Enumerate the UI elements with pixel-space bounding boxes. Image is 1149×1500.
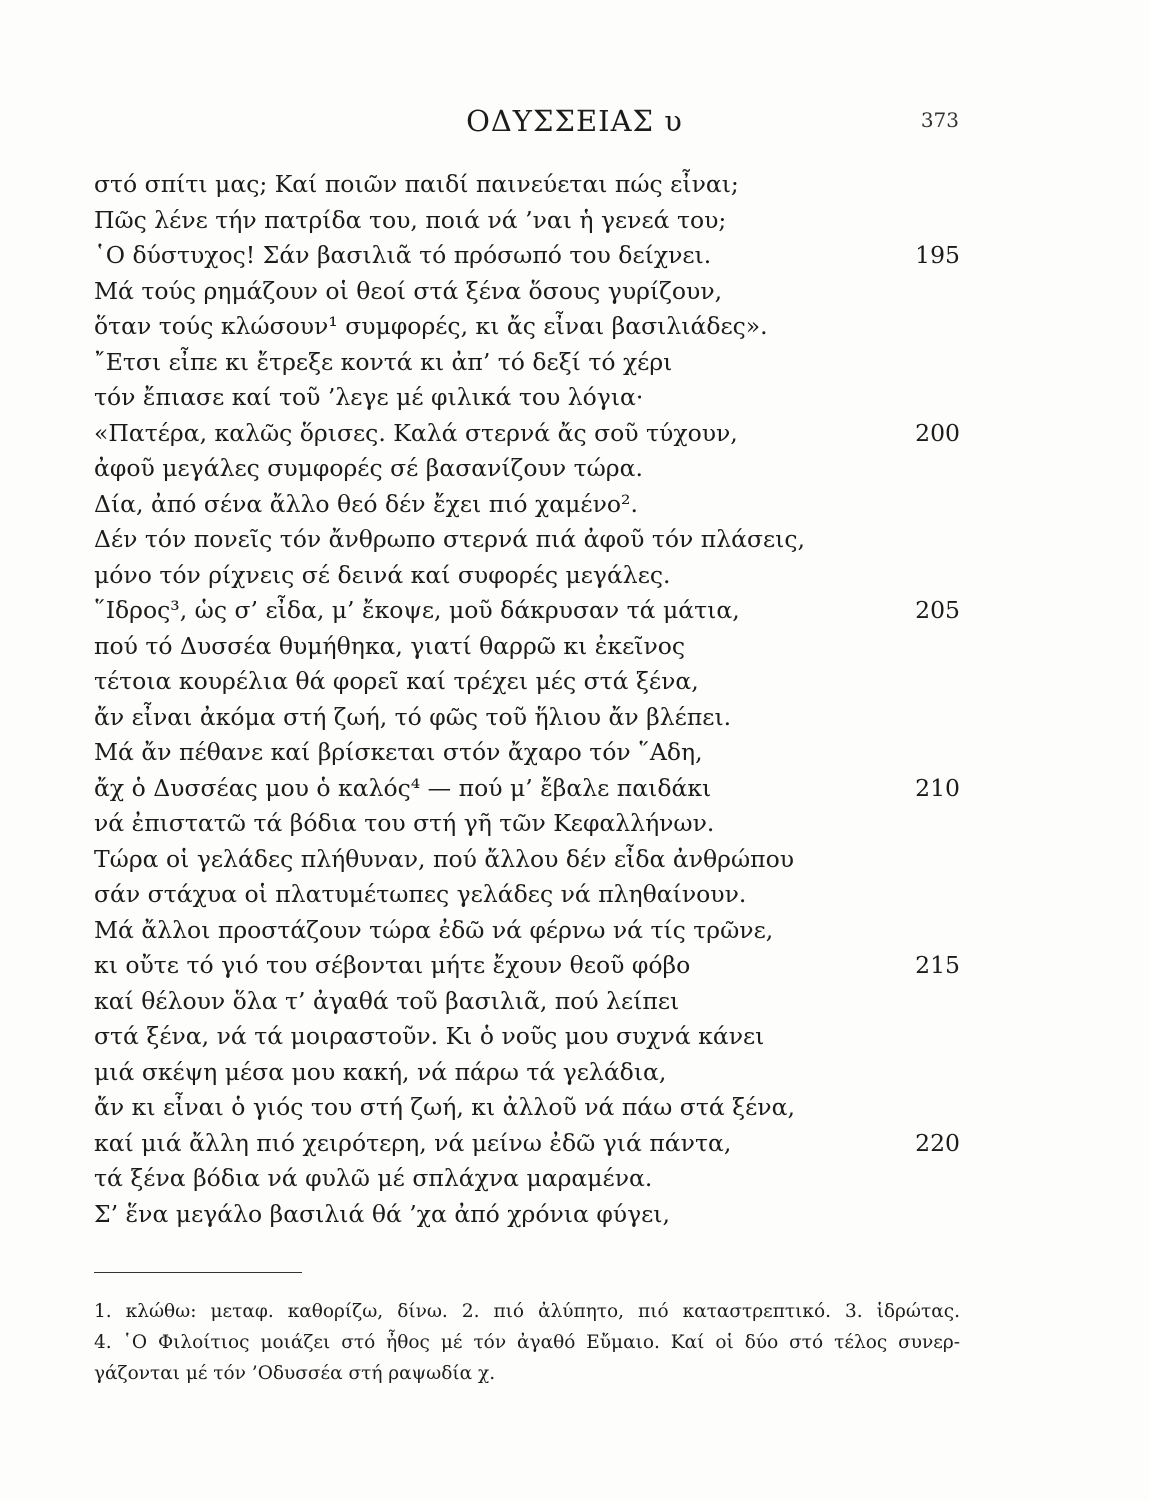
verse-line [94,948,960,984]
verse-text: καί θέλουν ὅλα τ’ ἀγαθά τοῦ βασιλιᾶ, πού λείπει [94,986,680,1015]
poem-body [94,167,960,1232]
verse-line [94,558,960,594]
verse-text: ῾Ο δύστυχος! Σάν βασιλιᾶ τό πρόσωπό του δείχνει. [94,241,712,269]
verse-text: ἄν εἶναι ἀκόμα στή ζωή, τό φῶς τοῦ ἥλιου ἄν βλέπει. [94,702,732,731]
verse-line [94,806,960,842]
verse-text: μόνο τόν ρίχνεις σέ δεινά καί συφορές μεγάλες. [94,560,671,589]
verse-line [94,913,960,949]
verse-text: Μά ἄλλοι προστάζουν τώρα ἐδῶ νά φέρνω νά τίς τρῶνε, [94,915,774,944]
footnotes [94,1296,960,1389]
verse-line [94,593,960,629]
verse-line [94,700,960,736]
verse-text: στό σπίτι μας; Καί ποιῶν παιδί παινεύεται πώς εἶναι; [94,170,739,198]
verse-text: τόν ἔπιασε καί τοῦ ’λεγε μέ φιλικά του λόγια· [94,383,644,411]
line-number: 200 [915,418,960,447]
verse-text: κι οὔτε τό γιό του σέβονται μήτε ἔχουν θεοῦ φόβο [94,951,691,979]
verse-line [94,1055,960,1091]
verse-text: ῎Ετσι εἶπε κι ἔτρεξε κοντά κι ἀπ’ τό δεξί τό χέρι [94,347,673,376]
verse-line [94,842,960,878]
footnote-line: 1. κλώθω: μεταφ. καθορίζω, δίνω. 2. πιό ἀλύπητο, πιό καταστρεπτικό. 3. ἱδρώτας. [94,1301,960,1322]
verse-text: ὅταν τούς κλώσουν¹ συμφορές, κι ἄς εἶναι βασιλιάδες». [94,312,768,340]
verse-line [94,1090,960,1126]
line-number: 220 [915,1128,960,1157]
verse-line [94,877,960,913]
verse-line [94,1019,960,1055]
verse-text: Σ’ ἕνα μεγάλο βασιλιά θά ’χα ἀπό χρόνια φύγει, [94,1199,670,1228]
verse-line [94,1197,960,1233]
verse-text: Μά ἄν πέθανε καί βρίσκεται στόν ἄχαρο τόν ῞Αδη, [94,738,703,766]
verse-text: μιά σκέψη μέσα μου κακή, νά πάρω τά γελάδια, [94,1057,667,1086]
verse-text: Δία, ἀπό σένα ἄλλο θεό δέν ἔχει πιό χαμένο². [94,489,638,518]
footnote-divider [94,1272,302,1273]
page-number: 373 [920,108,959,132]
verse-text: πού τό Δυσσέα θυμήθηκα, γιατί θαρρῶ κι ἐκεῖνος [94,631,686,660]
line-number: 195 [915,241,960,269]
verse-text: στά ξένα, νά τά μοιραστοῦν. Κι ὁ νοῦς μου συχνά κάνει [94,1022,765,1050]
verse-line [94,629,960,665]
line-number: 205 [915,596,960,624]
verse-text: «Πατέρα, καλῶς ὅρισες. Καλά στερνά ἄς σοῦ τύχουν, [94,418,738,447]
verse-line [94,167,960,203]
verse-line [94,664,960,700]
verse-line [94,984,960,1020]
verse-text: σάν στάχυα οἱ πλατυμέτωπες γελάδες νά πληθαίνουν. [94,880,747,908]
verse-line [94,309,960,345]
verse-text: Δέν τόν πονεῖς τόν ἄνθρωπο στερνά πιά ἀφοῦ τόν πλάσεις, [94,525,806,553]
verse-text: καί μιά ἄλλη πιό χειρότερη, νά μείνω ἐδῶ γιά πάντα, [94,1128,732,1157]
page-title: ΟΔΥΣΣΕΙΑΣ υ [466,104,683,138]
verse-line [94,771,960,807]
verse-line [94,451,960,487]
verse-text: ἀφοῦ μεγάλες συμφορές σέ βασανίζουν τώρα. [94,454,643,482]
verse-text: ἄχ ὁ Δυσσέας μου ὁ καλός⁴ — πού μ’ ἔβαλε παιδάκι [94,773,712,802]
verse-text: Τώρα οἱ γελάδες πλήθυναν, πού ἄλλου δέν εἶδα ἀνθρώπου [94,844,795,873]
verse-line [94,203,960,239]
verse-line [94,1126,960,1162]
verse-line [94,380,960,416]
verse-line [94,487,960,523]
verse-text: τέτοια κουρέλια θά φορεῖ καί τρέχει μές στά ξένα, [94,667,699,695]
verse-text: τά ξένα βόδια νά φυλῶ μέ σπλάχνα μαραμένα. [94,1164,653,1192]
verse-line [94,238,960,274]
line-number: 215 [915,951,960,979]
line-number: 210 [915,773,960,802]
verse-text: νά ἐπιστατῶ τά βόδια του στή γῆ τῶν Κεφαλλήνων. [94,809,715,837]
verse-text: ἄν κι εἶναι ὁ γιός του στή ζωή, κι ἀλλοῦ νά πάω στά ξένα, [94,1093,795,1121]
verse-line [94,274,960,310]
verse-line [94,1161,960,1197]
verse-line [94,522,960,558]
footnote-line: 4. ῾Ο Φιλοίτιος μοιάζει στό ἦθος μέ τόν ἀγαθό Εὔμαιο. Καί οἱ δύο στό τέλος συνερ- [94,1332,960,1353]
verse-line [94,416,960,452]
verse-text: Μά τούς ρημάζουν οἱ θεοί στά ξένα ὅσους γυρίζουν, [94,276,723,305]
footnote-line: γάζονται μέ τόν ’Οδυσσέα στή ραψωδία χ. [94,1363,496,1384]
verse-line [94,345,960,381]
verse-text: Πῶς λένε τήν πατρίδα του, ποιά νά ’ναι ἡ γενεά του; [94,205,727,234]
verse-line [94,735,960,771]
verse-text: ῞Ιδρος³, ὡς σ’ εἶδα, μ’ ἔκοψε, μοῦ δάκρυσαν τά μάτια, [94,596,740,624]
